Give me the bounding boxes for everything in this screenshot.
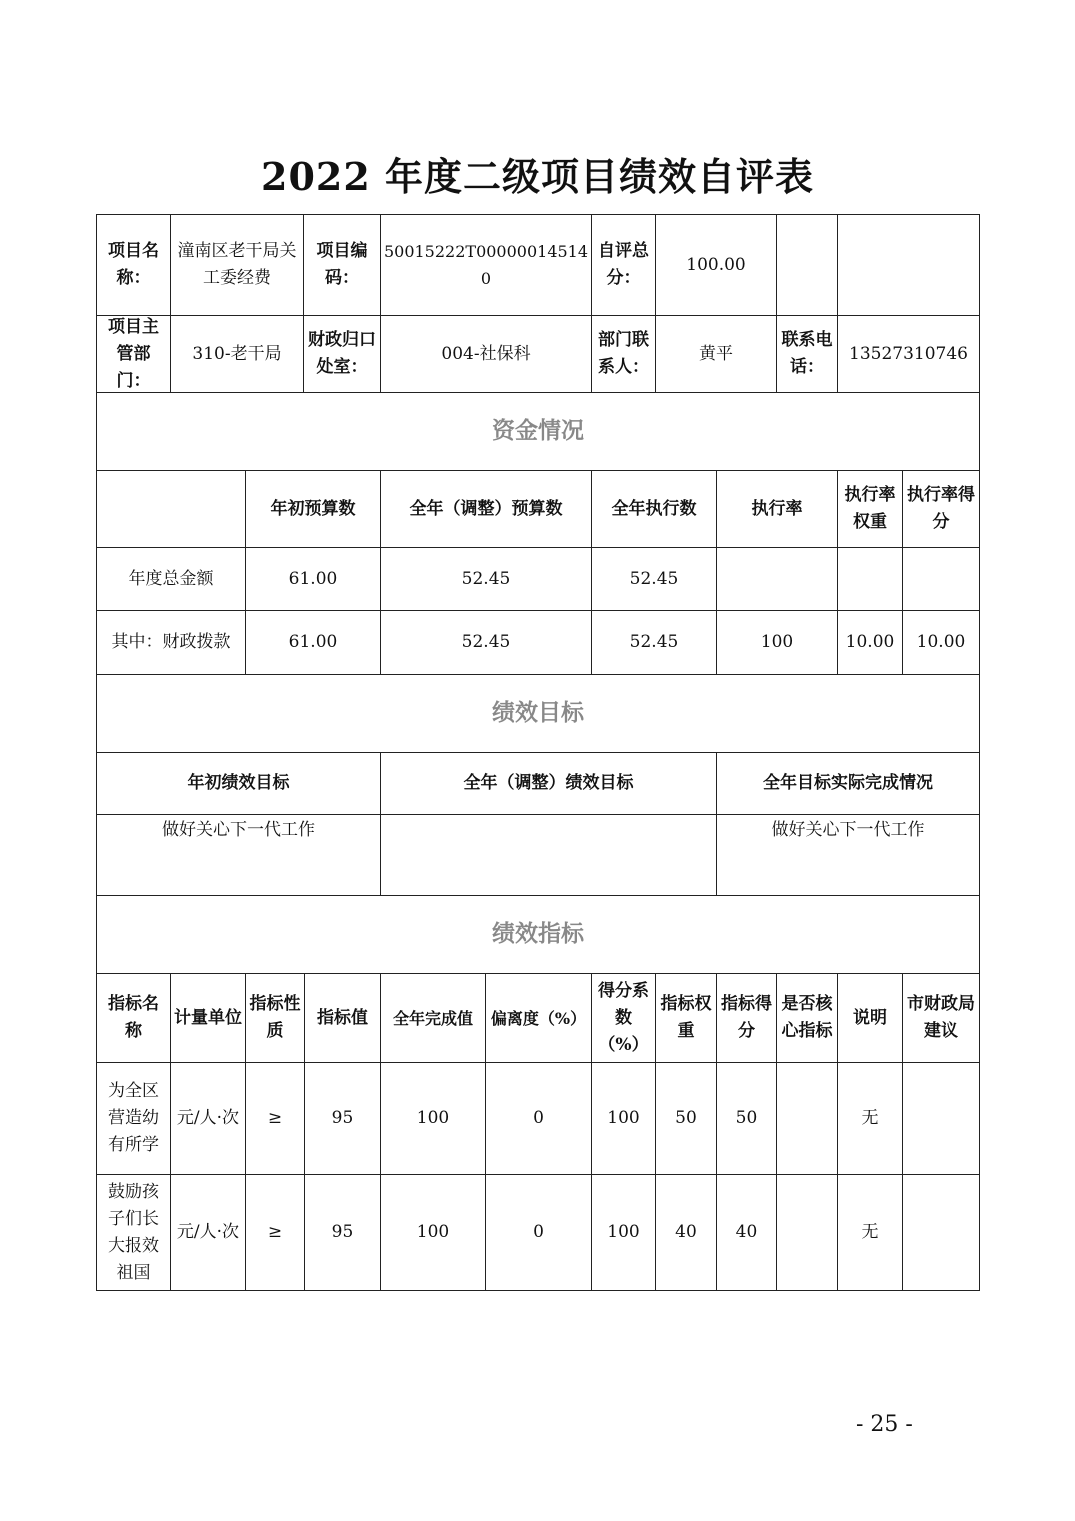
adjusted-budget: 52.45	[380, 547, 592, 611]
col-exec-rate: 执行率	[716, 470, 838, 548]
finance-office-label: 财政归口处室：	[303, 315, 381, 393]
indicator-coefficient: 100	[591, 1174, 656, 1291]
initial-budget: 61.00	[245, 610, 381, 675]
indicators-section-title: 绩效指标	[96, 895, 980, 974]
indicator-note: 无	[837, 1174, 903, 1291]
indicator-core	[776, 1174, 838, 1291]
rate-weight	[837, 547, 903, 611]
page-number: - 25 -	[856, 1412, 913, 1437]
project-name-label: 项目名称：	[96, 214, 171, 316]
executed: 52.45	[591, 547, 717, 611]
indicator-weight: 40	[655, 1174, 717, 1291]
indicator-value: 95	[304, 1174, 381, 1291]
actual-completion: 做好关心下一代工作	[716, 814, 980, 896]
goals-section-title: 绩效目标	[96, 674, 980, 753]
adjusted-budget: 52.45	[380, 610, 592, 675]
contact: 黄平	[655, 315, 777, 393]
indicator-score: 40	[716, 1174, 777, 1291]
col-core: 是否核心指标	[776, 973, 838, 1063]
exec-rate	[716, 547, 838, 611]
col-weight: 指标权重	[655, 973, 717, 1063]
empty-header-cell	[96, 470, 246, 548]
empty-cell	[776, 214, 838, 316]
col-adjusted-budget: 全年（调整）预算数	[380, 470, 592, 548]
row-label: 其中：财政拨款	[96, 610, 246, 675]
indicator-coefficient: 100	[591, 1062, 656, 1175]
performance-table	[96, 214, 980, 1292]
phone-label: 联系电话：	[776, 315, 838, 393]
indicator-nature: ≥	[245, 1174, 305, 1291]
empty-cell	[837, 214, 980, 316]
exec-rate: 100	[716, 610, 838, 675]
col-score: 指标得分	[716, 973, 777, 1063]
col-rate-weight: 执行率权重	[837, 470, 903, 548]
funds-section-title: 资金情况	[96, 392, 980, 471]
contact-label: 部门联系人：	[591, 315, 656, 393]
indicator-name: 为全区营造幼有所学	[96, 1062, 171, 1175]
executed: 52.45	[591, 610, 717, 675]
indicator-weight: 50	[655, 1062, 717, 1175]
project-code-label: 项目编码：	[303, 214, 381, 316]
row-label: 年度总金额	[96, 547, 246, 611]
col-unit: 计量单位	[170, 973, 246, 1063]
finance-office: 004-社保科	[380, 315, 592, 393]
dept: 310-老干局	[170, 315, 304, 393]
phone: 13527310746	[837, 315, 980, 393]
self-score: 100.00	[655, 214, 777, 316]
self-score-label: 自评总分：	[591, 214, 656, 316]
indicator-unit: 元/人·次	[170, 1062, 246, 1175]
col-initial-goal: 年初绩效目标	[96, 752, 381, 815]
indicator-advice	[902, 1174, 980, 1291]
rate-score	[902, 547, 980, 611]
adjusted-goal	[380, 814, 717, 896]
indicator-completed: 100	[380, 1174, 486, 1291]
col-note: 说明	[837, 973, 903, 1063]
initial-budget: 61.00	[245, 547, 381, 611]
dept-label: 项目主管部门：	[96, 315, 171, 393]
indicator-score: 50	[716, 1062, 777, 1175]
col-rate-score: 执行率得分	[902, 470, 980, 548]
indicator-completed: 100	[380, 1062, 486, 1175]
col-value: 指标值	[304, 973, 381, 1063]
col-completed: 全年完成值	[380, 973, 486, 1063]
indicator-core	[776, 1062, 838, 1175]
rate-score: 10.00	[902, 610, 980, 675]
project-name: 潼南区老干局关工委经费	[170, 214, 304, 316]
page-title: 2022 年度二级项目绩效自评表	[261, 154, 814, 199]
col-actual: 全年目标实际完成情况	[716, 752, 980, 815]
col-deviation: 偏离度（%）	[485, 973, 592, 1063]
col-executed: 全年执行数	[591, 470, 717, 548]
indicator-note: 无	[837, 1062, 903, 1175]
indicator-deviation: 0	[485, 1062, 592, 1175]
indicator-name: 鼓励孩子们长大报效祖国	[96, 1174, 171, 1291]
initial-goal: 做好关心下一代工作	[96, 814, 381, 896]
col-advice: 市财政局建议	[902, 973, 980, 1063]
indicator-deviation: 0	[485, 1174, 592, 1291]
indicator-unit: 元/人·次	[170, 1174, 246, 1291]
col-nature: 指标性质	[245, 973, 305, 1063]
col-initial-budget: 年初预算数	[245, 470, 381, 548]
rate-weight: 10.00	[837, 610, 903, 675]
col-coefficient: 得分系数（%）	[591, 973, 656, 1063]
project-code: 50015222T000000145140	[380, 214, 592, 316]
indicator-nature: ≥	[245, 1062, 305, 1175]
indicator-value: 95	[304, 1062, 381, 1175]
col-indicator-name: 指标名称	[96, 973, 171, 1063]
col-adjusted-goal: 全年（调整）绩效目标	[380, 752, 717, 815]
indicator-advice	[902, 1062, 980, 1175]
